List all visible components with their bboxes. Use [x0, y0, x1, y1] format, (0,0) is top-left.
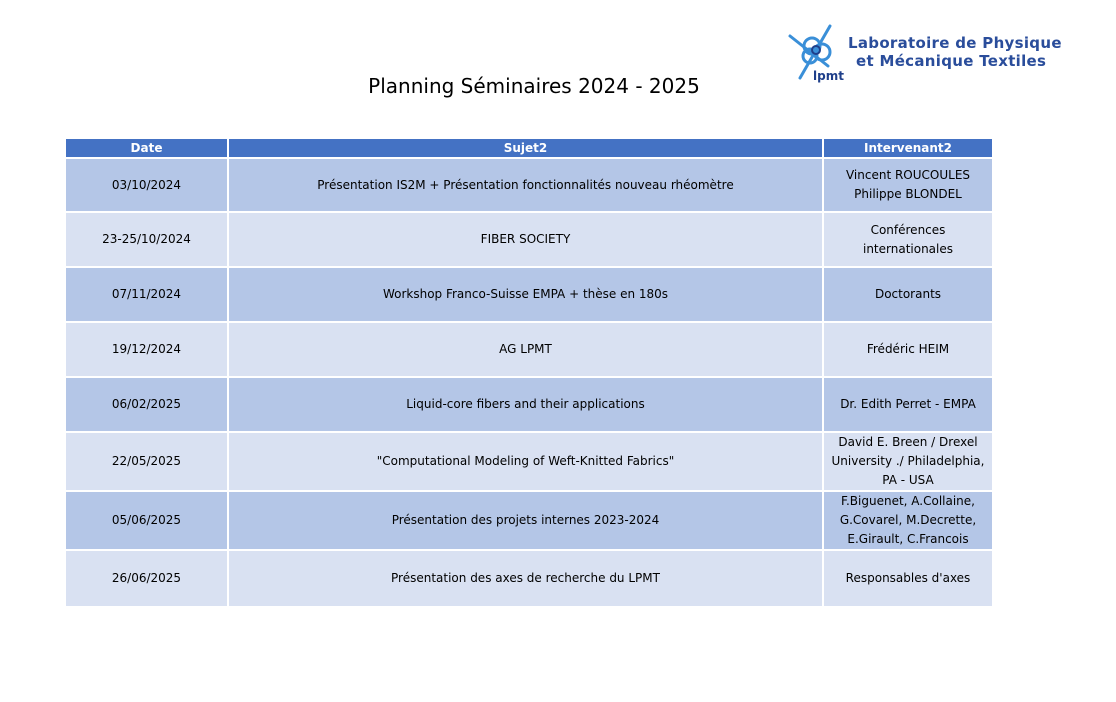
header-speaker: Intervenant2	[824, 139, 992, 157]
speaker-line: Vincent ROUCOULES	[845, 168, 971, 182]
row-subject: Workshop Franco-Suisse EMPA + thèse en 180s	[229, 268, 822, 321]
table-row	[66, 159, 992, 211]
speaker-line: Conférences	[870, 222, 946, 237]
row-date: 06/02/2025	[66, 378, 227, 431]
row-speaker	[824, 323, 992, 376]
logo-line1: Laboratoire de Physique	[848, 34, 1062, 52]
speaker-line: G.Covarel, M.Decrette,	[839, 513, 977, 527]
row-subject: Liquid-core fibers and their applications	[229, 378, 822, 431]
row-date: 07/11/2024	[66, 268, 227, 321]
row-speaker	[824, 492, 992, 549]
row-speaker	[824, 159, 992, 211]
row-subject: Présentation IS2M + Présentation fonctionnalités nouveau rhéomètre	[229, 159, 822, 211]
page-title: Planning Séminaires 2024 - 2025	[368, 74, 700, 98]
logo-abbr: lpmt	[813, 69, 844, 83]
row-subject: FIBER SOCIETY	[229, 213, 822, 266]
row-date: 05/06/2025	[66, 492, 227, 549]
row-speaker	[824, 433, 992, 490]
speaker-line: Philippe BLONDEL	[854, 187, 962, 201]
table-row	[66, 323, 992, 376]
row-date: 19/12/2024	[66, 323, 227, 376]
speaker-line: University ./ Philadelphia,	[831, 454, 985, 468]
speaker-line: E.Girault, C.Francois	[847, 532, 969, 546]
speaker-line: internationales	[862, 241, 954, 256]
row-speaker	[824, 378, 992, 431]
speaker-line: Doctorants	[874, 287, 942, 301]
speaker-line: Dr. Edith Perret - EMPA	[840, 397, 976, 411]
row-speaker	[824, 551, 992, 606]
table-row	[66, 268, 992, 321]
table-row	[66, 551, 992, 606]
table-row	[66, 213, 992, 266]
speaker-line: Responsables d'axes	[845, 571, 971, 585]
row-date: 03/10/2024	[66, 159, 227, 211]
row-date: 23-25/10/2024	[66, 213, 227, 266]
row-speaker	[824, 268, 992, 321]
speaker-line: Frédéric HEIM	[866, 342, 950, 356]
row-subject: "Computational Modeling of Weft-Knitted Fabrics"	[229, 433, 822, 490]
table-row	[66, 433, 992, 490]
table-header-row	[66, 139, 992, 157]
row-date: 22/05/2025	[66, 433, 227, 490]
speaker-line: F.Biguenet, A.Collaine,	[841, 494, 975, 508]
row-subject: AG LPMT	[229, 323, 822, 376]
seminar-table	[64, 137, 994, 608]
row-subject: Présentation des axes de recherche du LPMT	[229, 551, 822, 606]
table-row	[66, 378, 992, 431]
logo-text	[848, 34, 1062, 70]
header-date: Date	[66, 139, 227, 157]
table-row	[66, 492, 992, 549]
speaker-line: David E. Breen / Drexel	[838, 435, 978, 449]
logo-line2: et Mécanique Textiles	[856, 52, 1047, 70]
row-date: 26/06/2025	[66, 551, 227, 606]
header-subject: Sujet2	[229, 139, 822, 157]
row-subject: Présentation des projets internes 2023-2024	[229, 492, 822, 549]
speaker-line: PA - USA	[882, 473, 934, 487]
row-speaker	[824, 213, 992, 266]
